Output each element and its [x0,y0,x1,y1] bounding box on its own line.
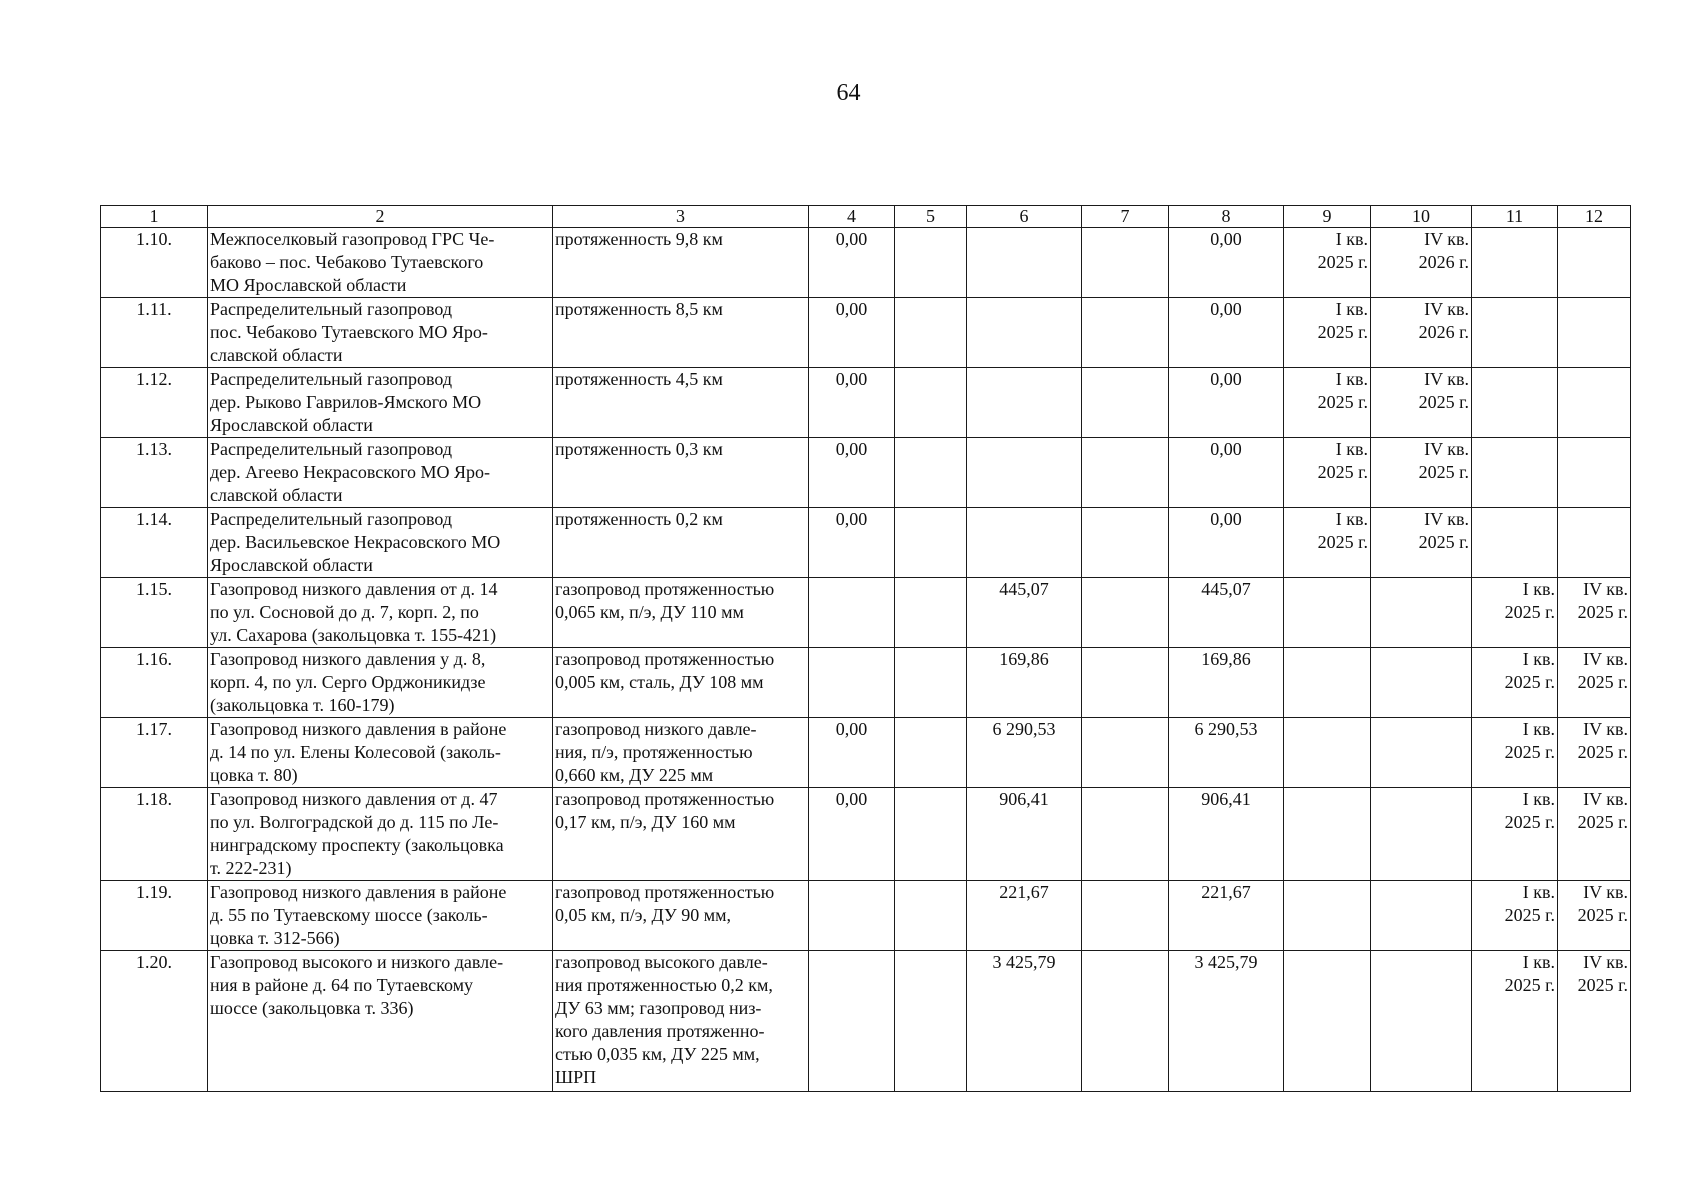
value-cell-4 [809,648,895,718]
value-cell-7 [1082,508,1169,578]
period-line: IV кв. [1583,789,1628,809]
column-number-6: 6 [967,206,1082,228]
object-name-cell [208,508,553,578]
row-number-cell: 1.12. [101,368,208,438]
period-cell-11 [1472,228,1558,298]
period-line: I кв. [1522,649,1555,669]
object-name-line: (закольцовка т. 160-179) [210,695,395,715]
object-description-line: протяженность 0,2 км [555,509,723,529]
period-line: I кв. [1522,882,1555,902]
object-name-line: пос. Чебаково Тутаевского МО Яро- [210,322,488,342]
object-name-line: Межпоселковый газопровод ГРС Че- [210,229,495,249]
value-cell-7 [1082,228,1169,298]
period-cell-9 [1284,298,1371,368]
object-description-line: ния, п/э, протяженностью [555,742,753,762]
period-line: IV кв. [1424,439,1469,459]
period-cell-11 [1472,368,1558,438]
period-cell-11 [1472,788,1558,881]
period-cell-9 [1284,881,1371,951]
object-name-line: д. 14 по ул. Елены Колесовой (заколь- [210,742,501,762]
period-cell-12 [1558,648,1631,718]
period-cell-10 [1371,788,1472,881]
period-line: 2025 г. [1317,462,1368,482]
period-line: 2025 г. [1577,975,1628,995]
period-cell-11 [1472,881,1558,951]
row-number-cell: 1.16. [101,648,208,718]
object-description-line: кого давления протяженно- [555,1021,765,1041]
period-cell-12 [1558,881,1631,951]
value-cell-6: 169,86 [967,648,1082,718]
period-line: 2026 г. [1418,322,1469,342]
period-line: I кв. [1335,299,1368,319]
value-cell-8: 445,07 [1169,578,1284,648]
value-cell-4: 0,00 [809,228,895,298]
object-description-line: протяженность 9,8 км [555,229,723,249]
period-line: I кв. [1335,229,1368,249]
value-cell-8: 0,00 [1169,368,1284,438]
period-cell-12 [1558,368,1631,438]
object-description-line: газопровод протяженностью [555,882,775,902]
value-cell-7 [1082,648,1169,718]
object-description-cell [553,788,809,881]
period-line: 2025 г. [1577,812,1628,832]
object-description-line: стью 0,035 км, ДУ 225 мм, [555,1044,760,1064]
period-cell-12 [1558,228,1631,298]
column-number-1: 1 [101,206,208,228]
value-cell-7 [1082,368,1169,438]
value-cell-4: 0,00 [809,788,895,881]
row-number-cell: 1.20. [101,951,208,1092]
column-number-2: 2 [208,206,553,228]
object-name-cell [208,788,553,881]
period-cell-12 [1558,718,1631,788]
object-name-line: Газопровод низкого давления в районе [210,882,507,902]
period-line: 2025 г. [1418,462,1469,482]
period-cell-10 [1371,951,1472,1092]
table-row [101,228,1631,298]
value-cell-7 [1082,881,1169,951]
column-number-7: 7 [1082,206,1169,228]
period-cell-9 [1284,508,1371,578]
period-cell-9 [1284,438,1371,508]
value-cell-8: 169,86 [1169,648,1284,718]
column-number-12: 12 [1558,206,1631,228]
period-cell-10 [1371,438,1472,508]
object-name-cell [208,648,553,718]
period-cell-12 [1558,578,1631,648]
object-name-cell [208,718,553,788]
value-cell-5 [895,438,967,508]
value-cell-5 [895,298,967,368]
value-cell-5 [895,578,967,648]
value-cell-5 [895,951,967,1092]
value-cell-5 [895,508,967,578]
value-cell-7 [1082,438,1169,508]
object-name-line: Распределительный газопровод [210,509,453,529]
value-cell-6 [967,368,1082,438]
object-description-cell [553,951,809,1092]
column-number-10: 10 [1371,206,1472,228]
value-cell-6: 6 290,53 [967,718,1082,788]
row-number-cell: 1.17. [101,718,208,788]
object-name-line: шоссе (закольцовка т. 336) [210,998,414,1018]
object-name-line: славской области [210,485,343,505]
object-description-line: газопровод протяженностью [555,649,775,669]
object-description-line: 0,065 км, п/э, ДУ 110 мм [555,602,744,622]
value-cell-4: 0,00 [809,298,895,368]
period-cell-10 [1371,298,1472,368]
table-row [101,438,1631,508]
period-line: 2025 г. [1504,975,1555,995]
column-number-8: 8 [1169,206,1284,228]
period-line: 2025 г. [1317,532,1368,552]
object-name-line: Распределительный газопровод [210,299,453,319]
column-number-row [101,206,1631,228]
object-name-line: цовка т. 312-566) [210,928,340,948]
table-row [101,298,1631,368]
column-number-11: 11 [1472,206,1558,228]
object-name-line: Распределительный газопровод [210,439,453,459]
value-cell-5 [895,228,967,298]
period-cell-9 [1284,578,1371,648]
period-line: 2025 г. [1504,602,1555,622]
value-cell-4 [809,578,895,648]
object-description-line: 0,660 км, ДУ 225 мм [555,765,714,785]
object-name-line: дер. Агеево Некрасовского МО Яро- [210,462,491,482]
object-name-line: славской области [210,345,343,365]
object-name-line: Газопровод низкого давления от д. 14 [210,579,498,599]
period-cell-11 [1472,718,1558,788]
period-cell-10 [1371,508,1472,578]
period-cell-9 [1284,951,1371,1092]
table-row [101,368,1631,438]
object-name-line: Газопровод высокого и низкого давле- [210,952,504,972]
value-cell-8: 221,67 [1169,881,1284,951]
object-name-line: Газопровод низкого давления в районе [210,719,507,739]
period-cell-9 [1284,718,1371,788]
object-description-cell [553,718,809,788]
value-cell-7 [1082,718,1169,788]
object-name-cell [208,368,553,438]
period-line: I кв. [1522,952,1555,972]
table-row [101,951,1631,1092]
value-cell-6 [967,228,1082,298]
object-description-cell [553,438,809,508]
object-name-line: дер. Васильевское Некрасовского МО [210,532,501,552]
value-cell-8: 0,00 [1169,438,1284,508]
object-description-line: ДУ 63 мм; газопровод низ- [555,998,762,1018]
period-line: 2025 г. [1504,672,1555,692]
period-cell-9 [1284,368,1371,438]
object-name-line: дер. Рыково Гаврилов-Ямского МО [210,392,482,412]
value-cell-8: 906,41 [1169,788,1284,881]
period-line: IV кв. [1583,579,1628,599]
object-description-line: газопровод низкого давле- [555,719,757,739]
object-name-line: д. 55 по Тутаевскому шоссе (заколь- [210,905,488,925]
row-number-cell: 1.15. [101,578,208,648]
period-line: 2025 г. [1577,742,1628,762]
period-cell-10 [1371,368,1472,438]
period-line: 2025 г. [1504,742,1555,762]
object-description-line: протяженность 0,3 км [555,439,723,459]
object-name-line: нинградскому проспекту (закольцовка [210,835,504,855]
object-description-cell [553,578,809,648]
object-name-cell [208,881,553,951]
object-name-cell [208,578,553,648]
value-cell-7 [1082,788,1169,881]
page-number: 64 [836,80,861,106]
object-name-line: т. 222-231) [210,858,292,878]
value-cell-8: 3 425,79 [1169,951,1284,1092]
period-line: I кв. [1522,579,1555,599]
column-number-4: 4 [809,206,895,228]
row-number-cell: 1.11. [101,298,208,368]
period-line: 2025 г. [1577,672,1628,692]
object-name-line: по ул. Волгоградской до д. 115 по Ле- [210,812,499,832]
object-name-line: корп. 4, по ул. Серго Орджоникидзе [210,672,486,692]
period-cell-12 [1558,438,1631,508]
object-description-line: протяженность 8,5 км [555,299,723,319]
period-cell-10 [1371,881,1472,951]
period-line: IV кв. [1424,369,1469,389]
period-line: I кв. [1335,369,1368,389]
value-cell-4: 0,00 [809,718,895,788]
table-row [101,508,1631,578]
row-number-cell: 1.18. [101,788,208,881]
period-line: IV кв. [1583,952,1628,972]
value-cell-5 [895,718,967,788]
object-description-line: ШРП [555,1067,597,1087]
value-cell-4 [809,881,895,951]
value-cell-5 [895,881,967,951]
object-name-line: цовка т. 80) [210,765,298,785]
period-line: 2025 г. [1317,252,1368,272]
period-line: IV кв. [1424,229,1469,249]
value-cell-7 [1082,298,1169,368]
object-description-line: газопровод протяженностью [555,579,775,599]
value-cell-6: 3 425,79 [967,951,1082,1092]
object-name-line: Распределительный газопровод [210,369,453,389]
object-description-cell [553,508,809,578]
object-name-line: по ул. Сосновой до д. 7, корп. 2, по [210,602,479,622]
value-cell-8: 6 290,53 [1169,718,1284,788]
column-number-5: 5 [895,206,967,228]
period-line: I кв. [1335,439,1368,459]
value-cell-8: 0,00 [1169,228,1284,298]
row-number-cell: 1.19. [101,881,208,951]
table-row [101,788,1631,881]
object-name-line: МО Ярославской области [210,275,407,295]
object-name-line: Газопровод низкого давления от д. 47 [210,789,498,809]
period-line: 2025 г. [1577,905,1628,925]
period-line: IV кв. [1583,719,1628,739]
period-cell-12 [1558,298,1631,368]
object-description-line: ния протяженностью 0,2 км, [555,975,773,995]
object-name-cell [208,951,553,1092]
object-description-cell [553,648,809,718]
period-line: 2025 г. [1504,812,1555,832]
table-row [101,881,1631,951]
period-cell-11 [1472,438,1558,508]
object-description-line: 0,17 км, п/э, ДУ 160 мм [555,812,736,832]
object-description-line: газопровод протяженностью [555,789,775,809]
period-line: I кв. [1335,509,1368,529]
value-cell-5 [895,368,967,438]
period-cell-10 [1371,228,1472,298]
value-cell-7 [1082,951,1169,1092]
period-cell-12 [1558,951,1631,1092]
value-cell-4 [809,951,895,1092]
object-name-cell [208,438,553,508]
value-cell-6: 221,67 [967,881,1082,951]
object-name-line: Ярославской области [210,555,373,575]
value-cell-4: 0,00 [809,438,895,508]
object-name-line: ния в районе д. 64 по Тутаевскому [210,975,474,995]
period-cell-10 [1371,578,1472,648]
value-cell-8: 0,00 [1169,508,1284,578]
object-description-cell [553,228,809,298]
period-line: 2025 г. [1504,905,1555,925]
table-row [101,578,1631,648]
period-line: 2026 г. [1418,252,1469,272]
period-line: 2025 г. [1418,532,1469,552]
period-line: IV кв. [1583,882,1628,902]
value-cell-8: 0,00 [1169,298,1284,368]
object-description-line: протяженность 4,5 км [555,369,723,389]
object-name-line: баково – пос. Чебаково Тутаевского [210,252,484,272]
period-line: I кв. [1522,719,1555,739]
period-line: 2025 г. [1418,392,1469,412]
object-name-line: Ярославской области [210,415,373,435]
row-number-cell: 1.10. [101,228,208,298]
value-cell-7 [1082,578,1169,648]
period-cell-9 [1284,788,1371,881]
column-number-9: 9 [1284,206,1371,228]
object-description-cell [553,298,809,368]
period-cell-12 [1558,788,1631,881]
period-line: IV кв. [1583,649,1628,669]
period-cell-11 [1472,508,1558,578]
period-cell-9 [1284,228,1371,298]
value-cell-6 [967,298,1082,368]
value-cell-4: 0,00 [809,508,895,578]
schedule-table [100,205,1631,1092]
period-cell-9 [1284,648,1371,718]
value-cell-6: 906,41 [967,788,1082,881]
value-cell-5 [895,788,967,881]
period-line: I кв. [1522,789,1555,809]
table-body [101,206,1631,1092]
period-cell-10 [1371,718,1472,788]
object-name-line: Газопровод низкого давления у д. 8, [210,649,486,669]
period-line: 2025 г. [1317,322,1368,342]
period-cell-12 [1558,508,1631,578]
period-cell-11 [1472,648,1558,718]
value-cell-4: 0,00 [809,368,895,438]
object-name-cell [208,298,553,368]
table-row [101,718,1631,788]
row-number-cell: 1.13. [101,438,208,508]
row-number-cell: 1.14. [101,508,208,578]
period-line: IV кв. [1424,509,1469,529]
period-line: 2025 г. [1317,392,1368,412]
period-cell-11 [1472,578,1558,648]
period-cell-10 [1371,648,1472,718]
object-name-cell [208,228,553,298]
period-line: IV кв. [1424,299,1469,319]
value-cell-6 [967,438,1082,508]
value-cell-6: 445,07 [967,578,1082,648]
table-row [101,648,1631,718]
object-description-cell [553,881,809,951]
object-description-line: 0,005 км, сталь, ДУ 108 мм [555,672,764,692]
object-description-cell [553,368,809,438]
column-number-3: 3 [553,206,809,228]
period-cell-11 [1472,951,1558,1092]
object-description-line: 0,05 км, п/э, ДУ 90 мм, [555,905,732,925]
value-cell-6 [967,508,1082,578]
value-cell-5 [895,648,967,718]
period-line: 2025 г. [1577,602,1628,622]
object-name-line: ул. Сахарова (закольцовка т. 155-421) [210,625,497,645]
period-cell-11 [1472,298,1558,368]
object-description-line: газопровод высокого давле- [555,952,768,972]
